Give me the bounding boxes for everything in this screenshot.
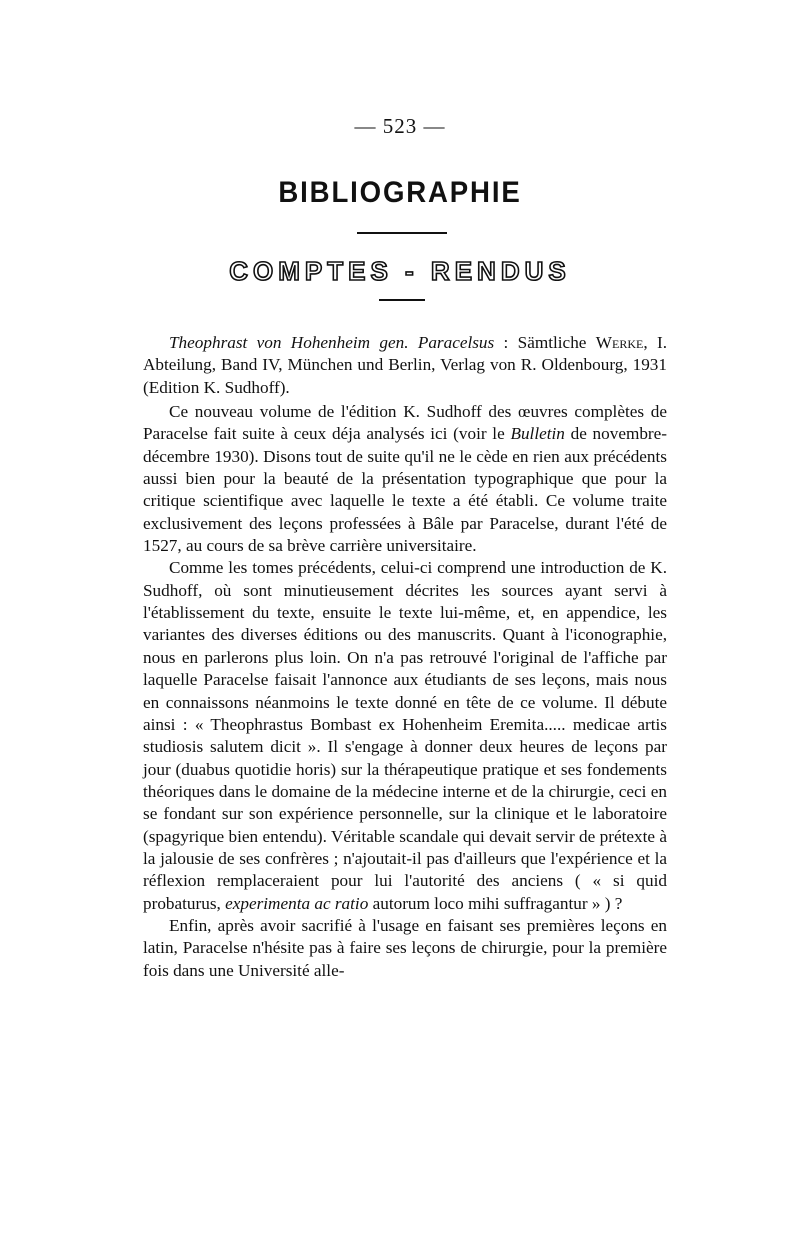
section-heading: COMPTES - RENDUS (229, 256, 571, 286)
reference-separator: : Sämtliche (494, 333, 596, 352)
paragraph-2-part-b: autorum loco mihi suffragantur » ) ? (368, 893, 623, 913)
page-number: — 523 — (354, 114, 446, 138)
section-divider (379, 299, 425, 301)
title-divider (357, 232, 447, 234)
paragraph-1-part-a: Ce nouveau volume de l'édition K. Sudhoff des œuvres complètes de Paracelse fait suite à ceux déja analysés ici (voir le (143, 402, 667, 444)
page-title: BIBLIOGRAPHIE (278, 176, 522, 209)
reference-author: Theophrast von Hohenheim gen. Paracelsus (169, 333, 495, 352)
reference-details: , I. Abteilung, Band IV, München und Berlin, Verlag von R. Oldenbourg, 1931 (Edition K. Sudhoff). (143, 333, 667, 397)
paragraph-2-part-a: Comme les tomes précédents, celui-ci comprend une introduction de K. Sudhoff, où sont minutieusement décrites les sources ayant servi à l'établissement du texte, ensuite le texte lui-même, et, en appendice, les variantes des diverses éditions ou des manuscrits. Quant à l'iconographie, nous en parlerons plus loin. On n'a pas retrouvé l'original de l'affiche par laquelle Paracelse faisait l'annonce aux étudiants de ses leçons, mais nous en connaissons néanmoins le texte donné en tête de ce volume. Il débute ainsi : « Theophrastus Bombast ex Hohenheim Eremita..... medicae artis studiosis salutem dicit ». Il s'engage à donner deux heures de leçons par jour (duabus quotidie horis) sur la thérapeutique pratique et ses fondements théoriques dans le domaine de la médecine interne et de la chirurgie, ceci en se fondant sur son expérience personnelle, sur la clinique et le laboratoire (spagyrique bien entendu). Véritable scandale qui devait servir de prétexte à la jalousie de ses confrères ; n'ajoutait-il pas d'ailleurs que l'expérience et la réflexion remplaceraient pour lui l'autorité des anciens ( « si quid probaturus, (143, 558, 667, 913)
latin-quote: experimenta ac ratio (225, 893, 369, 913)
paragraph-1-part-b: de novembre-décembre 1930). Disons tout de suite qu'il ne le cède en rien aux précédents aussi bien pour la beauté de la présentation typographique que pour la critique scientifique avec laquelle le texte a été établi. Ce volume traite exclusivement des leçons professées à Bâle par Paracelse, durant l'été de 1527, au cours de sa brève carrière universitaire. (143, 424, 667, 556)
article-body (143, 332, 667, 982)
reference-works: Werke (595, 333, 644, 352)
paragraph-1 (143, 401, 667, 557)
bulletin-title: Bulletin (510, 424, 565, 444)
paragraph-2 (143, 557, 667, 915)
book-reference (143, 332, 667, 399)
paragraph-3: Enfin, après avoir sacrifié à l'usage en faisant ses premières leçons en latin, Paracelse n'hésite pas à faire ses leçons de chirurgie, pour la première fois dans une Université alle- (143, 915, 667, 980)
